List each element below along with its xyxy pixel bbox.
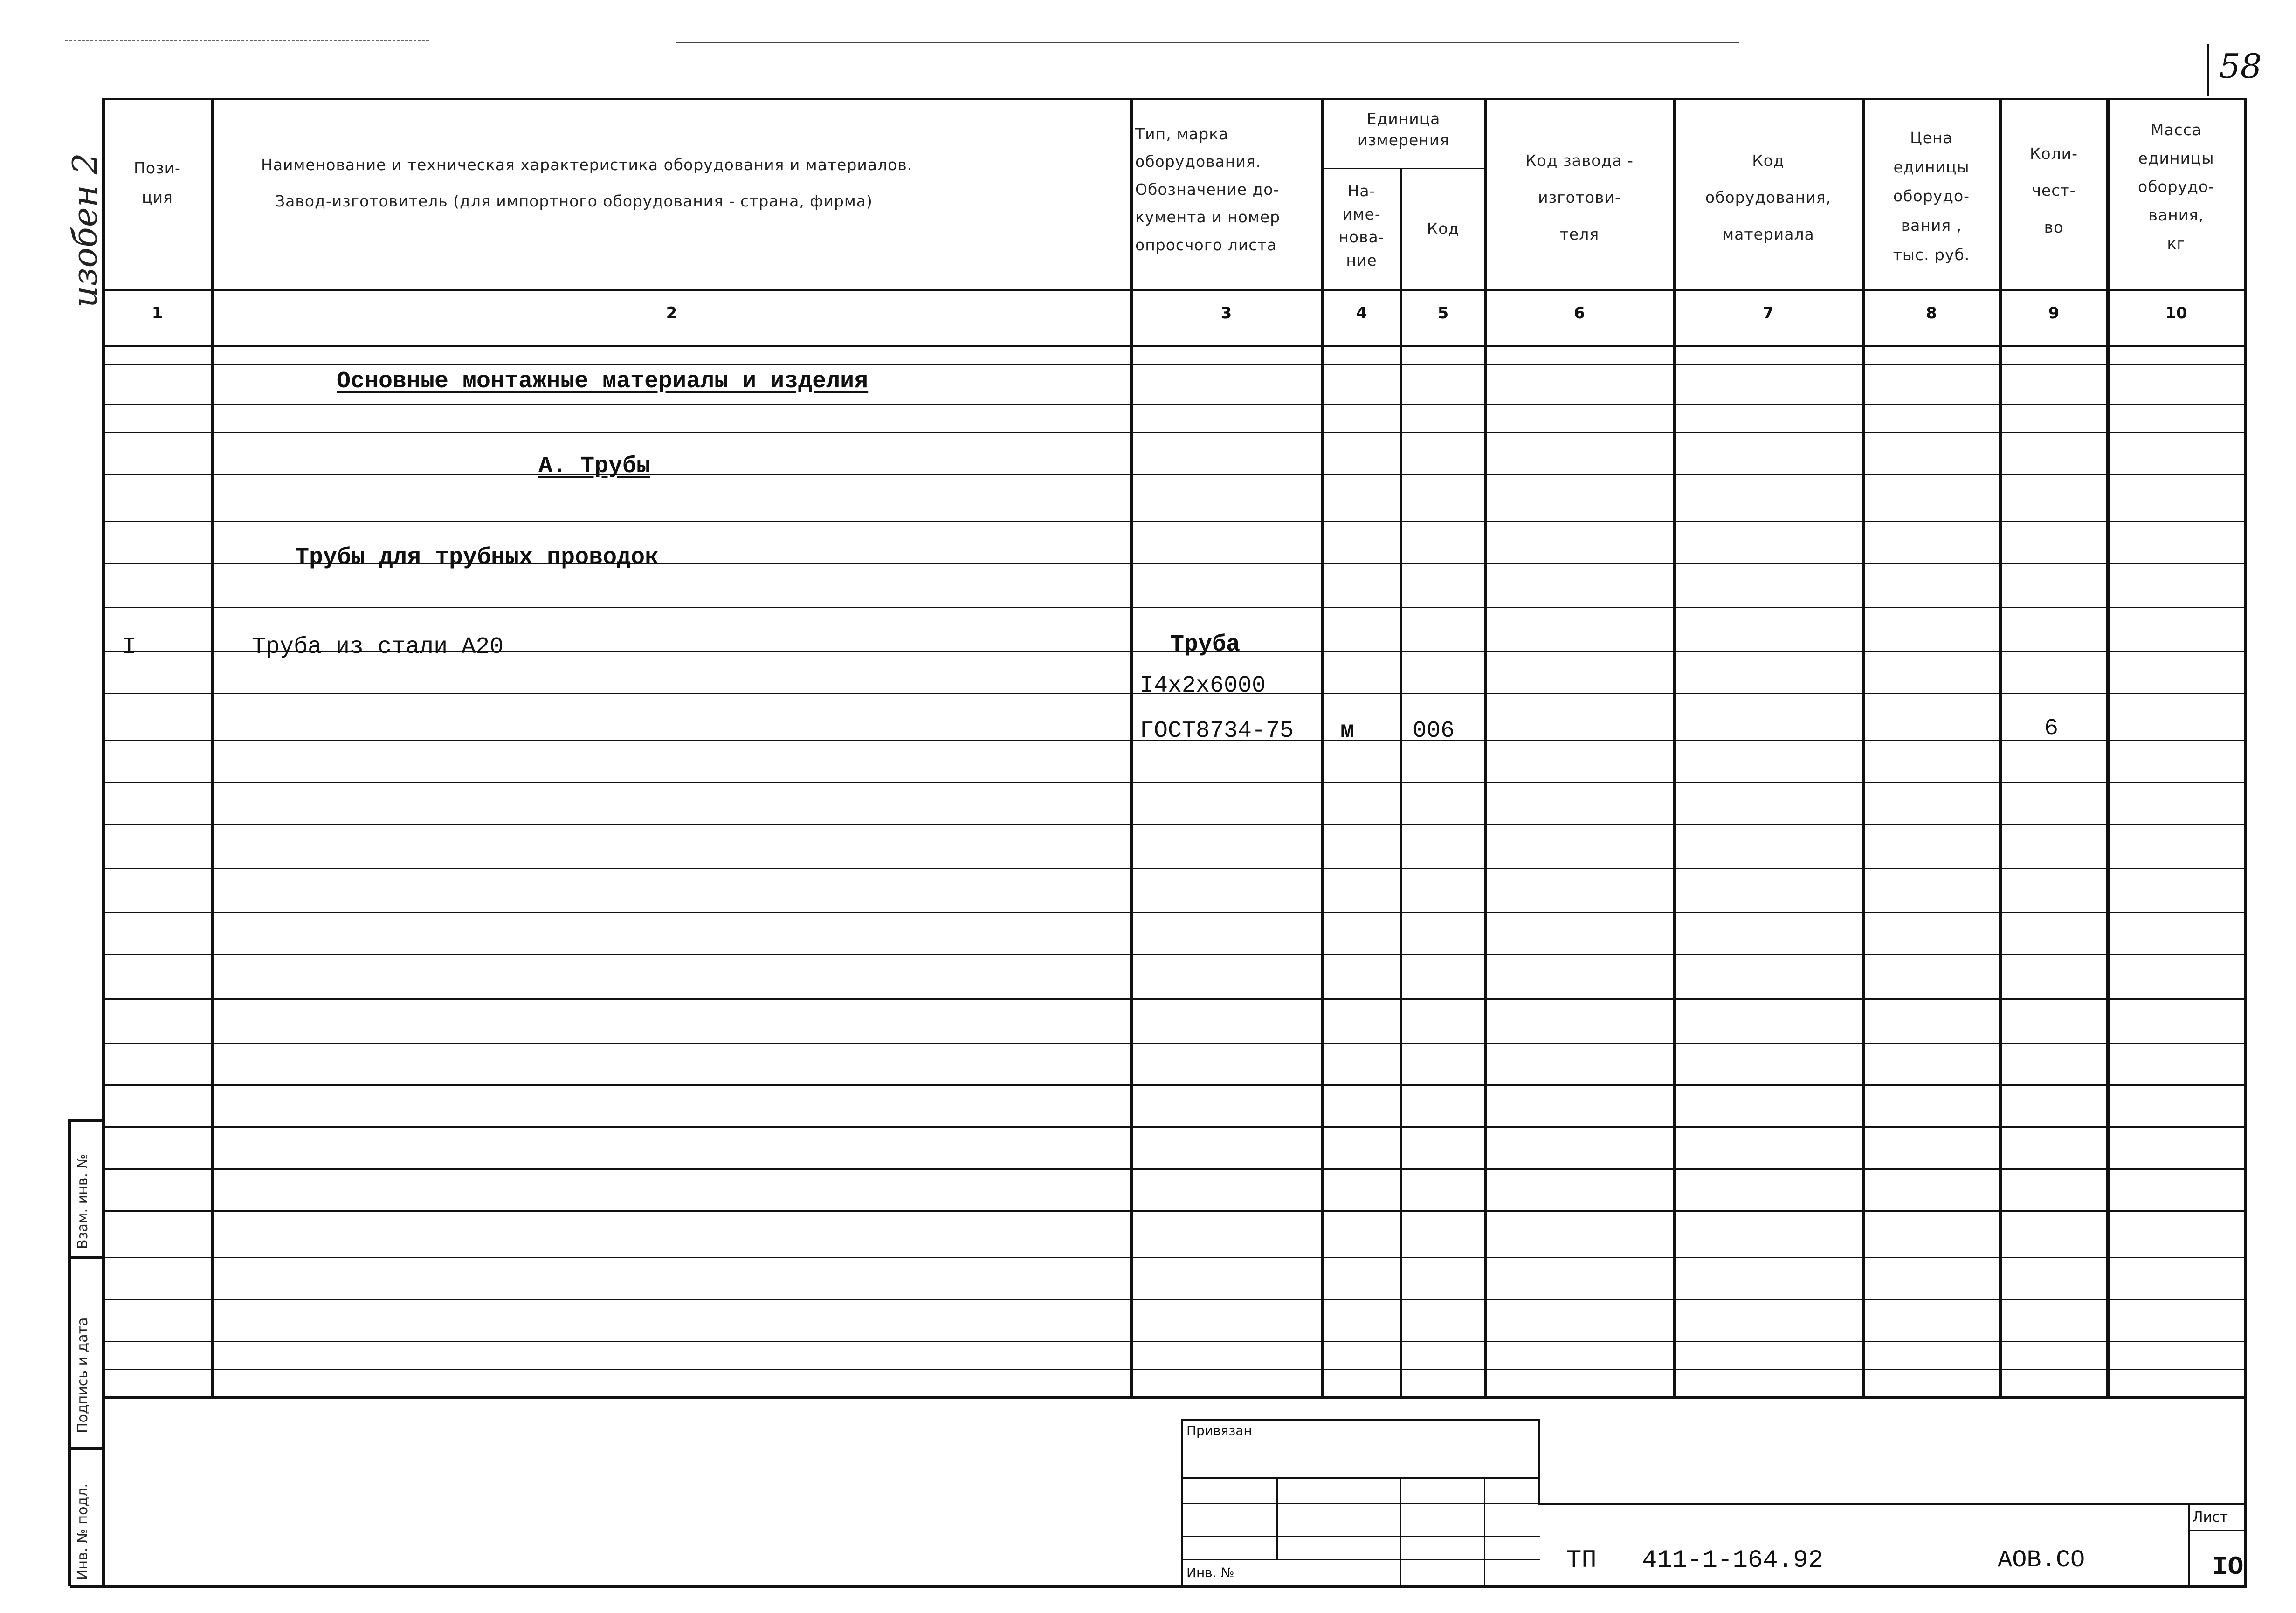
column-number: 6 — [1574, 304, 1585, 323]
stamp-inv-no: Инв. № — [1186, 1565, 1234, 1580]
stamp-box-col — [1276, 1477, 1278, 1559]
column-number: 9 — [2048, 304, 2060, 323]
scan-line-top-2 — [676, 42, 1739, 43]
group-title: Трубы для трубных проводок — [295, 544, 659, 571]
item-unit-code: 006 — [1413, 718, 1455, 744]
header-unit-group: Единица измерения — [1357, 110, 1450, 150]
header-bottom-border — [103, 289, 2247, 291]
col-line-7 — [1862, 98, 1865, 1398]
row-line — [103, 432, 2247, 433]
row-line — [103, 1168, 2247, 1170]
column-number: 10 — [2165, 304, 2187, 323]
header-col2: Наименование и техническая характеристика оборудования и материалов. Завод-изготовитель (для импортного оборудования - страна, фирма) — [261, 156, 913, 210]
row-line — [103, 364, 2247, 365]
col-line-1 — [211, 98, 214, 1398]
side-stamp-vzam: Взам. инв. № — [75, 1154, 91, 1249]
page-number-tick — [2207, 44, 2209, 96]
item-quantity: 6 — [2044, 715, 2059, 742]
page-bottom-border — [70, 1585, 2247, 1588]
row-line — [103, 1369, 2247, 1370]
row-line — [103, 1126, 2247, 1128]
header-col4: На- име- нова- ние — [1338, 182, 1385, 269]
side-stamp-divider — [68, 1447, 104, 1450]
item-type-line-2: I4x2x6000 — [1140, 673, 1266, 699]
col-line-right — [2244, 98, 2247, 1586]
header-col6: Код завода - изготови- теля — [1525, 151, 1634, 244]
row-line — [103, 404, 2247, 405]
stamp-box-line — [1181, 1503, 1540, 1504]
sheet-cell-divider — [2188, 1530, 2246, 1531]
side-stamp-left-border — [68, 1119, 71, 1586]
row-line — [103, 1257, 2247, 1258]
row-line — [103, 474, 2247, 475]
row-line — [103, 1210, 2247, 1212]
column-number: 3 — [1220, 304, 1232, 323]
stamp-box-col — [1484, 1477, 1485, 1586]
row-line — [103, 1084, 2247, 1086]
section-title-sub: А. Трубы — [538, 453, 651, 480]
row-line — [103, 521, 2247, 522]
item-position: I — [122, 634, 137, 660]
stamp-sheet-label: Лист — [2193, 1509, 2228, 1525]
stamp-box-line — [1181, 1477, 1540, 1479]
column-number: 1 — [152, 304, 163, 323]
column-number: 7 — [1763, 304, 1774, 323]
body-bottom-border — [103, 1396, 2247, 1399]
col-line-8 — [1999, 98, 2002, 1398]
stamp-sheet-number: IO — [2212, 1552, 2244, 1582]
item-unit-name: м — [1340, 718, 1355, 744]
stamp-box-right — [1538, 1419, 1540, 1503]
side-stamp-divider — [68, 1256, 104, 1259]
header-col3: Тип, марка оборудования. Обозначение до- кумента и номер опросчого листа — [1135, 125, 1281, 254]
header-col9: Коли- чест- во — [2029, 144, 2078, 237]
stamp-box-col — [1400, 1477, 1401, 1586]
item-name: Труба из стали А20 — [252, 634, 504, 660]
col-line-4 — [1400, 168, 1402, 1398]
stamp-box-line — [1181, 1536, 1540, 1537]
row-line — [103, 607, 2247, 608]
numbers-bottom-border — [103, 345, 2247, 347]
side-stamp-divider — [68, 1119, 104, 1122]
stamp-box-line — [1181, 1559, 1540, 1560]
column-number: 4 — [1356, 304, 1367, 323]
title-block-line — [1538, 1503, 2246, 1505]
col-line-6 — [1673, 98, 1676, 1398]
column-number: 5 — [1437, 304, 1449, 323]
sheet-cell-left — [2188, 1503, 2190, 1586]
table-top-border — [103, 98, 2247, 100]
col-line-3 — [1321, 98, 1324, 1398]
stamp-sheet-code: АОВ.СО — [1998, 1546, 2085, 1574]
row-line — [103, 912, 2247, 913]
section-title-main: Основные монтажные материалы и изделия — [337, 368, 869, 395]
item-type-line-3: ГОСТ8734-75 — [1140, 718, 1294, 744]
scan-line-top — [65, 40, 429, 41]
col-line-5 — [1484, 98, 1487, 1398]
row-line — [103, 1043, 2247, 1044]
column-number: 2 — [666, 304, 677, 323]
col-line-9 — [2106, 98, 2110, 1398]
stamp-privyazan: Привязан — [1186, 1423, 1252, 1438]
stamp-doc-code: ТП 411-1-164.92 — [1566, 1546, 1823, 1575]
row-line — [103, 998, 2247, 1000]
row-line — [103, 782, 2247, 783]
header-col7: Код оборудования, материала — [1705, 151, 1832, 244]
header-col1: Пози- ция — [134, 159, 181, 206]
header-col10: Масса единицы оборудо- вания, кг — [2137, 121, 2215, 253]
col-line-left — [102, 98, 105, 1586]
col-line-2 — [1130, 98, 1133, 1398]
column-number: 8 — [1926, 304, 1937, 323]
side-stamp-inv: Инв. № подл. — [75, 1483, 91, 1580]
header-col8: Цена единицы оборудо- вания , тыс. руб. — [1893, 129, 1970, 264]
row-line — [103, 868, 2247, 869]
unit-group-divider — [1321, 168, 1484, 169]
side-stamp-podpis: Подпись и дата — [75, 1317, 91, 1433]
row-line — [103, 1341, 2247, 1342]
margin-note: изобен 2 — [65, 153, 104, 308]
header-col5: Код — [1427, 220, 1460, 238]
row-line — [103, 824, 2247, 825]
stamp-box-top — [1181, 1419, 1540, 1421]
item-type-line-1: Труба — [1170, 631, 1241, 658]
row-line — [103, 954, 2247, 955]
page-number: 58 — [2219, 47, 2262, 86]
row-line — [103, 1299, 2247, 1300]
